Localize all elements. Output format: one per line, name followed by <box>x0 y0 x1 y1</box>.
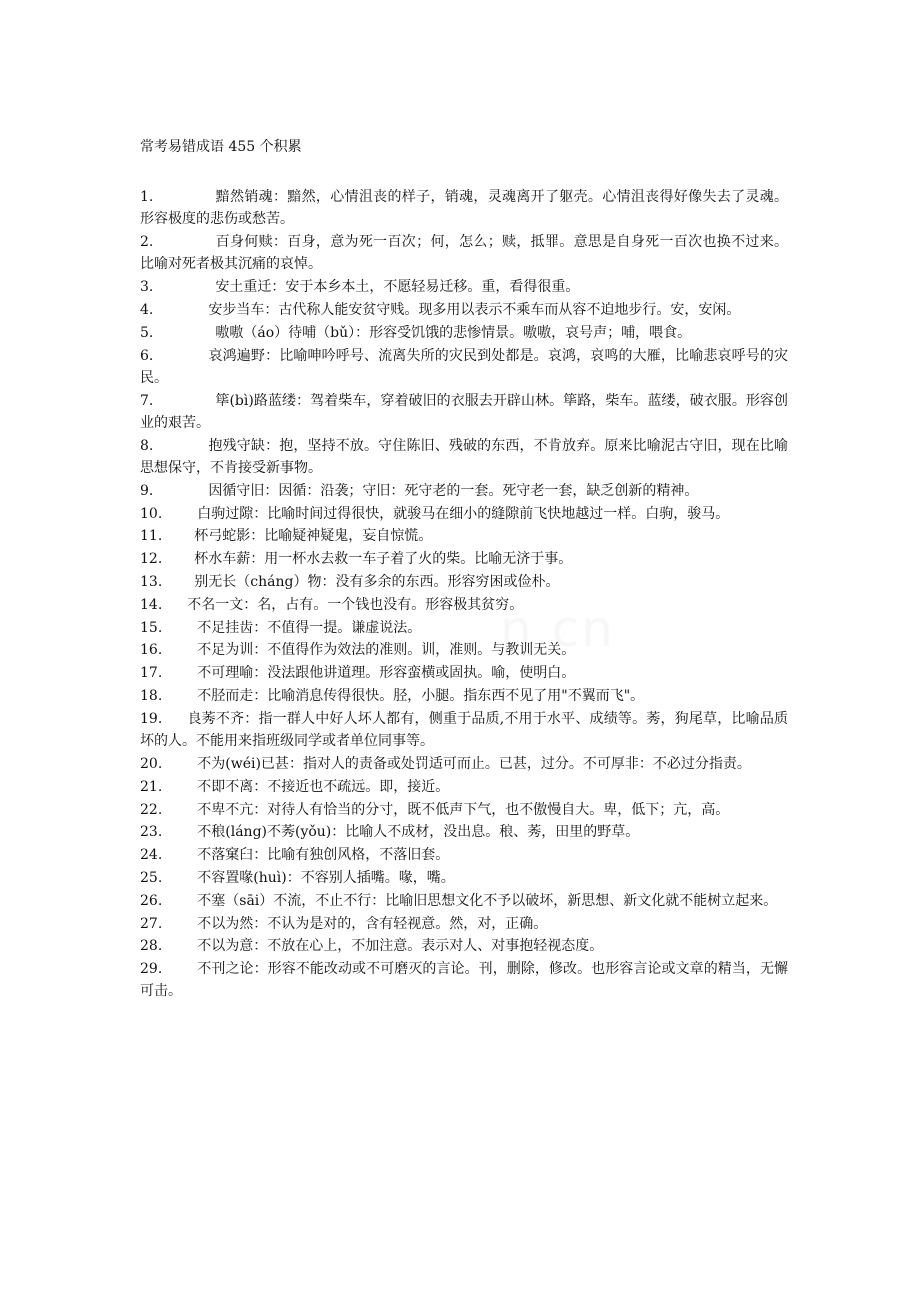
idiom-entry <box>140 480 788 502</box>
idiom-entry <box>140 231 788 276</box>
entry-number: 29. <box>140 961 163 978</box>
idiom-definition: 形容受饥饿的悲惨情景。嗷嗷，哀号声；哺，喂食。 <box>369 324 692 341</box>
idiom-definition: 比喻人不成材，没出息。稂、莠，田里的野草。 <box>345 824 640 841</box>
idiom-term: 筚(bì)路蓝缕 <box>215 392 297 409</box>
idiom-entry <box>140 935 788 957</box>
idiom-term: 不为(wéi)已甚 <box>197 755 289 772</box>
entry-number: 26. <box>140 892 163 909</box>
entry-number: 6. <box>140 347 154 364</box>
entry-number: 19. <box>140 710 163 727</box>
entry-number: 11. <box>140 528 163 545</box>
idiom-entry <box>140 617 788 639</box>
idiom-definition: 不容别人插嘴。喙，嘴。 <box>300 869 455 886</box>
entry-number: 25. <box>140 869 163 886</box>
idiom-definition: 指对人的责备或处罚适可而止。已甚，过分。不可厚非：不必过分指责。 <box>302 755 751 772</box>
idiom-term: 不足挂齿 <box>197 619 254 636</box>
idiom-term: 不落窠臼 <box>197 847 254 864</box>
entry-number: 8. <box>140 437 154 454</box>
term-separator: ： <box>243 596 258 613</box>
term-separator: ： <box>286 869 301 886</box>
idiom-term: 嗷嗷（áo）待哺（bǔ） <box>215 324 356 341</box>
idiom-definition: 百身，意为死一百次；何，怎么；赎，抵罪。意思是自身死一百次也换不过来。比喻对死者极其沉痛的哀悼。 <box>140 234 789 273</box>
entry-number: 9. <box>140 482 154 499</box>
idiom-term: 不塞（sāi）不流，不止不行 <box>197 892 372 909</box>
idiom-definition: 不值得一提。谦虚说法。 <box>267 619 422 636</box>
entry-number: 24. <box>140 847 163 864</box>
idiom-entry <box>140 776 788 798</box>
term-separator: ： <box>331 824 346 841</box>
idiom-definition: 比喻消息传得很快。胫，小腿。指东西不见了用"不翼而飞"。 <box>267 688 645 705</box>
idiom-definition: 名，占有。一个钱也没有。形容极其贫穷。 <box>257 596 524 613</box>
term-separator: ： <box>253 938 268 955</box>
idiom-entry <box>140 276 788 298</box>
idiom-definition: 不放在心上，不加注意。表示对人、对事抱轻视态度。 <box>267 938 604 955</box>
entry-number: 3. <box>140 279 154 296</box>
term-separator: ： <box>244 710 259 727</box>
term-separator: ： <box>355 324 370 341</box>
idiom-term: 不稂(láng)不莠(yǒu) <box>197 824 332 841</box>
idiom-entry <box>140 503 788 525</box>
idiom-term: 安步当车 <box>208 301 265 318</box>
idiom-definition: 不值得作为效法的准则。训，准则。与教训无关。 <box>267 642 576 659</box>
idiom-term: 不以为然 <box>197 915 254 932</box>
idiom-term: 不容置喙(huì) <box>197 869 287 886</box>
idiom-entry <box>140 525 788 547</box>
term-separator: ： <box>253 619 268 636</box>
entry-number: 16. <box>140 642 163 659</box>
idiom-term: 抱残守缺 <box>208 437 266 454</box>
idiom-term: 良莠不齐 <box>187 710 245 727</box>
idiom-entry <box>140 890 788 912</box>
term-separator: ： <box>288 755 303 772</box>
term-separator: ： <box>265 347 280 364</box>
term-separator: ： <box>253 961 268 978</box>
idiom-entry <box>140 913 788 935</box>
term-separator: ： <box>264 301 279 318</box>
idiom-definition: 黯然，心情沮丧的样子，销魂，灵魂离开了躯壳。心情沮丧得好像失去了灵魂。形容极度的悲伤或愁苦。 <box>140 189 789 228</box>
term-separator: ： <box>253 688 268 705</box>
entry-number: 21. <box>140 778 163 795</box>
idiom-term: 不胫而走 <box>197 688 254 705</box>
idiom-entry <box>140 186 788 231</box>
idiom-entry <box>140 571 788 593</box>
idiom-entry <box>140 708 788 753</box>
idiom-term: 不以为意 <box>197 938 254 955</box>
idiom-entry <box>140 639 788 661</box>
idiom-entry <box>140 958 788 1003</box>
entry-number: 7. <box>140 392 154 409</box>
watermark-text: n.cn <box>500 600 615 658</box>
term-separator: ： <box>265 437 280 454</box>
idiom-entry <box>140 662 788 684</box>
idiom-definition: 没法跟他讲道理。形容蛮横或固执。喻，使明白。 <box>267 665 576 682</box>
term-separator: ： <box>272 189 288 205</box>
idiom-definition: 驾着柴车，穿着破旧的衣服去开辟山林。筚路，柴车。蓝缕，破衣服。形容创业的艰苦。 <box>140 392 788 431</box>
idiom-list <box>140 186 788 1003</box>
idiom-definition: 古代称人能安贫守贱。现多用以表示不乘车而从容不迫地步行。安，安闲。 <box>278 301 741 318</box>
entry-number: 17. <box>140 665 163 682</box>
term-separator: ： <box>253 801 268 818</box>
idiom-term: 黯然销魂 <box>215 189 273 205</box>
term-separator: ： <box>253 642 268 659</box>
idiom-term: 因循守旧 <box>208 482 265 499</box>
term-separator: ： <box>321 574 336 591</box>
idiom-term: 不即不离 <box>197 778 254 795</box>
idiom-definition: 比喻呻吟呼号、流离失所的灾民到处都是。哀鸿，哀鸣的大雁，比喻悲哀呼号的灾民。 <box>140 347 789 386</box>
idiom-entry <box>140 299 788 321</box>
entry-number: 13. <box>140 574 163 591</box>
idiom-term: 杯水车薪 <box>194 551 251 568</box>
entry-number: 1. <box>140 189 154 205</box>
entry-number: 27. <box>140 915 163 932</box>
idiom-definition: 对待人有恰当的分寸，既不低声下气，也不傲慢自大。卑，低下；亢，高。 <box>267 801 730 818</box>
idiom-definition: 比喻时间过得很快，就骏马在细小的缝隙前飞快地越过一样。白驹，骏马。 <box>267 505 730 522</box>
idiom-entry <box>140 799 788 821</box>
idiom-definition: 比喻旧思想文化不予以破坏，新思想、新文化就不能树立起来。 <box>385 892 778 909</box>
entry-number: 12. <box>140 551 163 568</box>
idiom-definition: 不接近也不疏远。即，接近。 <box>267 778 450 795</box>
idiom-definition: 没有多余的东西。形容穷困或俭朴。 <box>335 574 560 591</box>
idiom-definition: 不认为是对的，含有轻视意。然，对，正确。 <box>267 915 548 932</box>
idiom-term: 不足为训 <box>197 642 254 659</box>
idiom-entry <box>140 753 788 775</box>
term-separator: ： <box>264 482 279 499</box>
entry-number: 23. <box>140 824 163 841</box>
idiom-entry <box>140 548 788 570</box>
document-title: 常考易错成语 455 个积累 <box>140 139 302 155</box>
term-separator: ： <box>253 665 268 682</box>
idiom-term: 别无长（cháng）物 <box>194 574 322 591</box>
entry-number: 4. <box>140 301 154 318</box>
idiom-entry <box>140 435 788 480</box>
entry-number: 20. <box>140 755 163 772</box>
idiom-definition: 用一杯水去救一车子着了火的柴。比喻无济于事。 <box>264 551 573 568</box>
idiom-entry <box>140 867 788 889</box>
entry-number: 18. <box>140 688 163 705</box>
idiom-entry <box>140 390 788 435</box>
entry-number: 14. <box>140 596 163 613</box>
idiom-term: 杯弓蛇影 <box>194 528 251 545</box>
idiom-entry <box>140 345 788 390</box>
idiom-term: 不名一文 <box>187 596 244 613</box>
idiom-definition: 抱，坚持不放。守住陈旧、残破的东西，不肯放弃。原来比喻泥古守旧，现在比喻思想保守，不肯接受新事物。 <box>140 437 789 477</box>
idiom-term: 白驹过隙 <box>197 505 254 522</box>
idiom-term: 不卑不亢 <box>197 801 254 818</box>
entry-number: 28. <box>140 938 163 955</box>
term-separator: ： <box>253 778 268 795</box>
idiom-term: 百身何赎 <box>215 234 273 251</box>
entry-number: 15. <box>140 619 163 636</box>
idiom-definition: 指一群人中好人坏人都有，侧重于品质,不用于水平、成绩等。莠，狗尾草，比喻品质坏的人。不能用来指班级同学或者单位同事等。 <box>140 710 789 750</box>
entry-number: 22. <box>140 801 163 818</box>
idiom-term: 哀鸿遍野 <box>208 347 266 364</box>
term-separator: ： <box>253 847 268 864</box>
term-separator: ： <box>253 915 268 932</box>
term-separator: ： <box>272 234 288 251</box>
idiom-definition: 安于本乡本土，不愿轻易迁移。重，看得很重。 <box>285 279 580 296</box>
entry-number: 10. <box>140 505 163 522</box>
term-separator: ： <box>250 551 265 568</box>
idiom-term: 不刊之论 <box>197 961 254 978</box>
term-separator: ： <box>250 528 265 545</box>
idiom-entry <box>140 685 788 707</box>
idiom-definition: 比喻有独创风格，不落旧套。 <box>267 847 450 864</box>
idiom-entry <box>140 322 788 344</box>
entry-number: 5. <box>140 324 154 341</box>
entry-number: 2. <box>140 234 154 251</box>
idiom-entry <box>140 821 788 843</box>
term-separator: ： <box>271 279 286 296</box>
term-separator: ： <box>296 392 311 409</box>
term-separator: ： <box>253 505 268 522</box>
idiom-definition: 因循：沿袭；守旧：死守老的一套。死守老一套，缺乏创新的精神。 <box>278 482 699 499</box>
idiom-term: 安土重迁 <box>215 279 272 296</box>
idiom-entry <box>140 594 788 616</box>
idiom-entry <box>140 844 788 866</box>
term-separator: ： <box>371 892 386 909</box>
idiom-definition: 比喻疑神疑鬼，妄自惊慌。 <box>264 528 433 545</box>
idiom-definition: 形容不能改动或不可磨灭的言论。刊，删除，修改。也形容言论或文章的精当，无懈可击。 <box>140 961 789 1000</box>
idiom-term: 不可理喻 <box>197 665 254 682</box>
